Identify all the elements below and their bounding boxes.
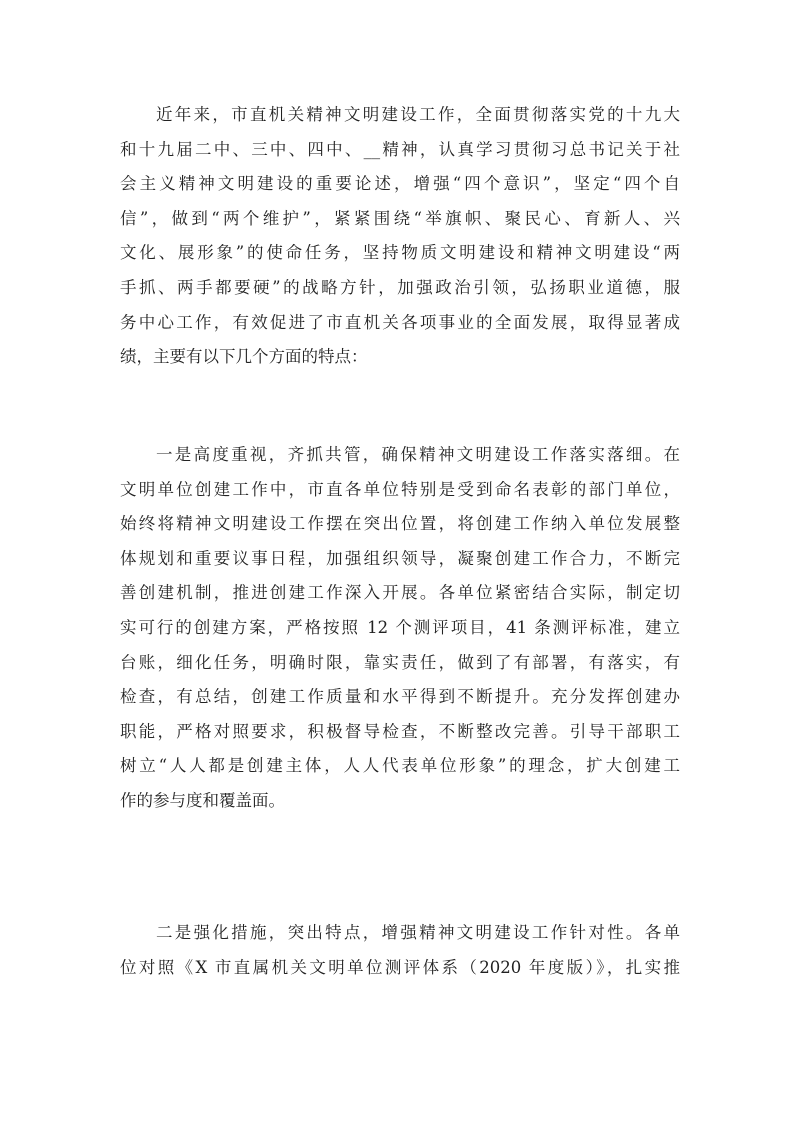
paragraph-2 bbox=[120, 438, 680, 819]
paragraph-line: 检查，有总结，创建工作质量和水平得到不断提升。充分发挥创建办 bbox=[120, 687, 680, 707]
paragraph-line: 始终将精神文明建设工作摆在突出位置，将创建工作纳入单位发展整 bbox=[120, 514, 680, 534]
paragraph-line: 手抓、两手都要硬”的战略方针，加强政治引领，弘扬职业道德，服 bbox=[120, 277, 680, 297]
paragraph-line: 体规划和重要议事日程，加强组织领导，凝聚创建工作合力，不断完 bbox=[120, 548, 680, 568]
paragraph-3 bbox=[120, 916, 680, 985]
paragraph-line: 文明单位创建工作中，市直各单位特别是受到命名表彰的部门单位， bbox=[120, 479, 680, 499]
paragraph-line: 一是高度重视，齐抓共管，确保精神文明建设工作落实落细。在 bbox=[156, 445, 680, 464]
paragraph-line: 台账，细化任务，明确时限，靠实责任，做到了有部署，有落实，有 bbox=[120, 652, 680, 672]
paragraph-line: 实可行的创建方案，严格按照 12 个测评项目，41 条测评标准，建立 bbox=[120, 617, 680, 637]
paragraph-line: 和十九届二中、三中、四中、__精神，认真学习贯彻习总书记关于社 bbox=[120, 139, 680, 159]
paragraph-line: 作的参与度和覆盖面。 bbox=[120, 790, 285, 810]
paragraph-1 bbox=[120, 98, 680, 375]
paragraph-line: 信”，做到“两个维护”，紧紧围绕“举旗帜、聚民心、育新人、兴 bbox=[120, 208, 680, 228]
paragraph-line: 务中心工作，有效促进了市直机关各项事业的全面发展，取得显著成 bbox=[120, 312, 680, 332]
paragraph-line: 绩，主要有以下几个方面的特点： bbox=[120, 347, 368, 367]
paragraph-line: 树立“人人都是创建主体，人人代表单位形象”的理念，扩大创建工 bbox=[120, 756, 680, 776]
paragraph-line: 善创建机制，推进创建工作深入开展。各单位紧密结合实际，制定切 bbox=[120, 583, 680, 603]
paragraph-line: 会主义精神文明建设的重要论述，增强“四个意识”，坚定“四个自 bbox=[120, 174, 680, 194]
paragraph-line: 职能，严格对照要求，积极督导检查，不断整改完善。引导干部职工 bbox=[120, 721, 680, 741]
paragraph-line: 位对照《X 市直属机关文明单位测评体系（2020 年度版）》，扎实推 bbox=[120, 957, 680, 977]
paragraph-line: 二是强化措施，突出特点，增强精神文明建设工作针对性。各单 bbox=[156, 923, 680, 942]
paragraph-line: 文化、展形象”的使命任务，坚持物质文明建设和精神文明建设“两 bbox=[120, 243, 680, 263]
paragraph-line: 近年来，市直机关精神文明建设工作，全面贯彻落实党的十九大 bbox=[156, 105, 680, 124]
